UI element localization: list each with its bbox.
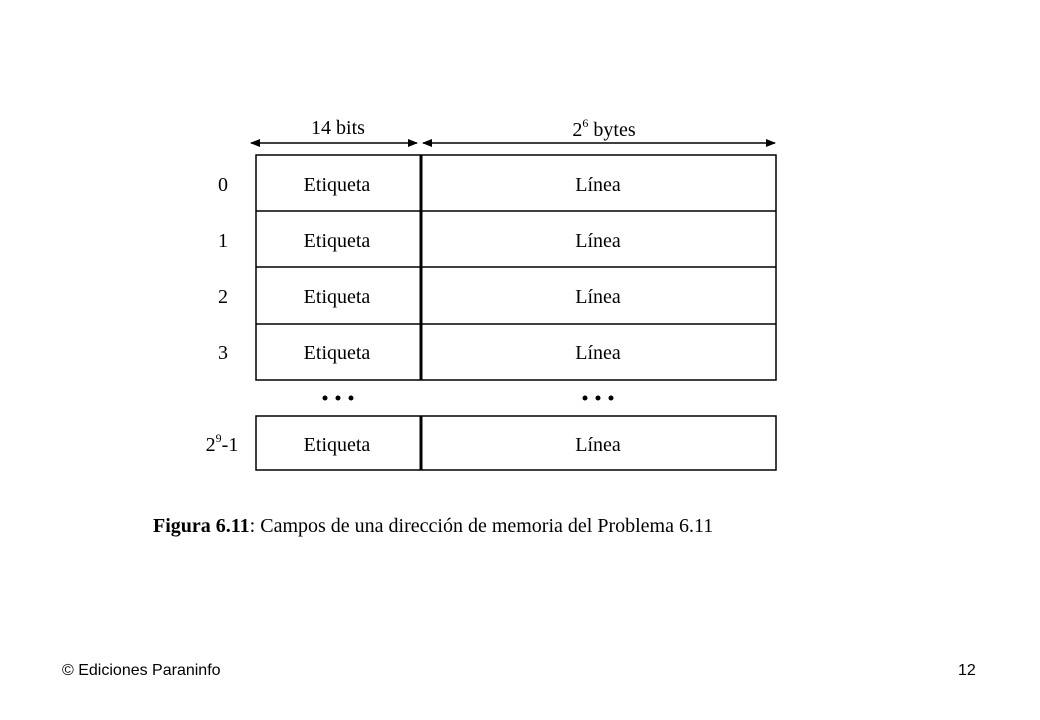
page-number: 12 bbox=[958, 662, 976, 679]
row-index: 0 bbox=[218, 174, 228, 196]
tag-cell: Etiqueta bbox=[303, 434, 371, 456]
copyright-notice: © Ediciones Paraninfo bbox=[62, 662, 221, 679]
tag-cell: Etiqueta bbox=[303, 230, 371, 252]
figure-caption-text: : Campos de una dirección de memoria del Problema 6.11 bbox=[249, 515, 714, 537]
last-cache-row bbox=[206, 416, 776, 470]
line-ellipsis bbox=[583, 396, 614, 401]
figure-caption bbox=[153, 515, 713, 538]
tag-ellipsis bbox=[323, 396, 354, 401]
line-cell: Línea bbox=[575, 230, 621, 252]
last-index-base: 2 bbox=[205, 434, 216, 456]
line-width-dimension bbox=[423, 116, 775, 143]
tag-cell: Etiqueta bbox=[303, 174, 371, 196]
tag-width-label: 14 bits bbox=[311, 117, 365, 139]
tag-width-dimension bbox=[251, 117, 417, 143]
last-index-suffix: -1 bbox=[221, 434, 239, 456]
cache-rows-block bbox=[218, 155, 776, 380]
last-row-index bbox=[206, 431, 239, 456]
line-cell: Línea bbox=[575, 434, 621, 456]
tag-cell: Etiqueta bbox=[303, 286, 371, 308]
line-width-unit: bytes bbox=[588, 119, 636, 141]
row-index: 1 bbox=[218, 230, 228, 252]
line-width-base: 2 bbox=[572, 119, 583, 141]
figure-label: Figura 6.11 bbox=[153, 515, 250, 537]
line-width-label bbox=[572, 116, 635, 141]
line-width-exponent: 6 bbox=[582, 116, 589, 130]
line-cell: Línea bbox=[575, 342, 621, 364]
row-index: 3 bbox=[218, 342, 228, 364]
last-index-exponent: 9 bbox=[215, 431, 222, 445]
line-cell: Línea bbox=[575, 286, 621, 308]
row-index: 2 bbox=[218, 286, 228, 308]
line-cell: Línea bbox=[575, 174, 621, 196]
tag-cell: Etiqueta bbox=[303, 342, 371, 364]
